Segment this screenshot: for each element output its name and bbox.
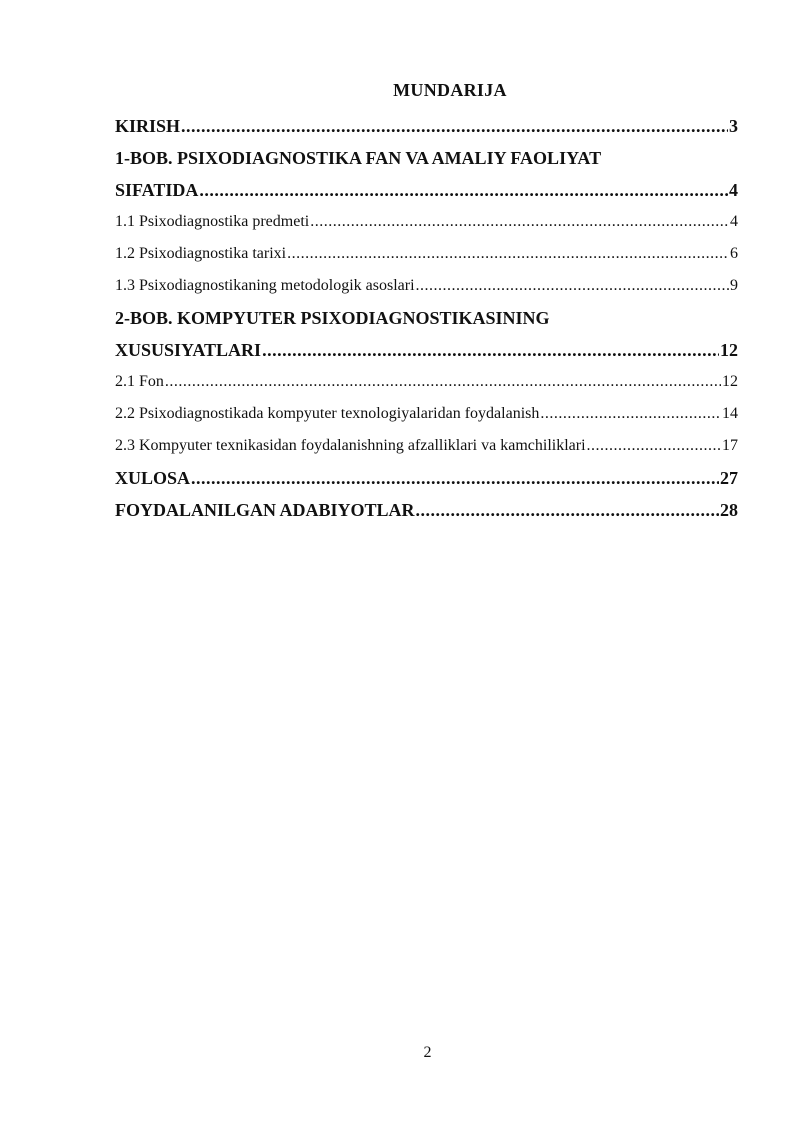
toc-entry-page: 12 [720, 340, 738, 360]
toc-entry-page: 6 [730, 245, 738, 262]
toc-entry-chapter-2 [115, 334, 738, 366]
dot-leader [416, 270, 729, 302]
table-of-contents [115, 110, 738, 526]
toc-entry-chapter-1 [115, 174, 738, 206]
dot-leader [587, 430, 721, 462]
toc-entry-label: 2.1 Fon [115, 373, 164, 390]
toc-entry-label: 2.2 Psixodiagnostikada kompyuter texnologiyalaridan foydalanish [115, 405, 540, 422]
toc-entry-label: SIFATIDA [115, 180, 199, 200]
dot-leader [181, 110, 728, 142]
toc-entry-label: XULOSA [115, 468, 191, 488]
dot-leader [310, 206, 729, 238]
dot-leader [191, 462, 719, 494]
toc-entry-page: 27 [720, 468, 738, 488]
dot-leader [199, 174, 728, 206]
dot-leader [287, 238, 729, 270]
toc-chapter-1-heading [115, 142, 738, 174]
toc-entry-2-2 [115, 398, 738, 430]
toc-entry-page: 28 [720, 500, 738, 520]
toc-entry-page: 12 [722, 373, 738, 390]
toc-entry-references [115, 494, 738, 526]
dot-leader [540, 398, 721, 430]
toc-entry-1-1 [115, 206, 738, 238]
toc-entry-label: 2-BOB. KOMPYUTER PSIXODIAGNOSTIKASINING [115, 308, 550, 328]
toc-entry-label: 1.3 Psixodiagnostikaning metodologik asoslari [115, 277, 415, 294]
page-number: 2 [423, 1044, 432, 1061]
toc-entry-page: 4 [730, 213, 738, 230]
toc-entry-label: XUSUSIYATLARI [115, 340, 262, 360]
toc-entry-label: FOYDALANILGAN ADABIYOTLAR [115, 500, 415, 520]
toc-entry-page: 9 [730, 277, 738, 294]
toc-entry-2-1 [115, 366, 738, 398]
toc-entry-kirish [115, 110, 738, 142]
toc-entry-label: 2.3 Kompyuter texnikasidan foydalanishning afzalliklari va kamchiliklari [115, 437, 586, 454]
toc-entry-page: 14 [722, 405, 738, 422]
toc-entry-1-3 [115, 270, 738, 302]
toc-entry-label: 1.1 Psixodiagnostika predmeti [115, 213, 310, 230]
toc-entry-label: 1-BOB. PSIXODIAGNOSTIKA FAN VA AMALIY FAOLIYAT [115, 148, 602, 168]
toc-entry-label: KIRISH [115, 116, 181, 136]
toc-chapter-2-heading [115, 302, 738, 334]
toc-entry-page: 17 [722, 437, 738, 454]
toc-entry-1-2 [115, 238, 738, 270]
toc-entry-2-3 [115, 430, 738, 462]
toc-entry-page: 3 [729, 116, 738, 136]
dot-leader [262, 334, 719, 366]
dot-leader [165, 366, 721, 398]
page-title: MUNDARIJA [393, 80, 507, 100]
toc-entry-page: 4 [729, 180, 738, 200]
dot-leader [416, 494, 719, 526]
toc-entry-xulosa [115, 462, 738, 494]
toc-entry-label: 1.2 Psixodiagnostika tarixi [115, 245, 287, 262]
